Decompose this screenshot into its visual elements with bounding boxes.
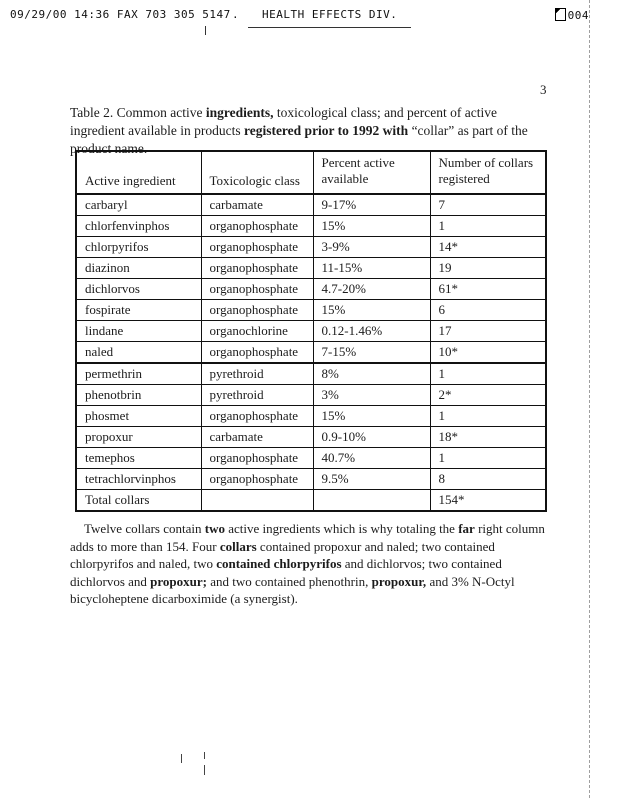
- text-segment: contained propoxur and naled; two contained chlorpyrifos and naled, two: [70, 538, 495, 572]
- table-cell: 6: [430, 300, 546, 321]
- fax-page-stamp-number: 004: [567, 9, 589, 22]
- text-segment: toxicological class; and percent of active ingredient available in products: [70, 105, 497, 139]
- text-segment: registered prior to 1992 with: [243, 123, 409, 139]
- table-cell: 1: [430, 363, 546, 385]
- table-cell: 7: [430, 194, 546, 216]
- table-cell: phenotbrin: [76, 385, 201, 406]
- text-segment: collars: [219, 538, 257, 554]
- table-cell: organophosphate: [201, 279, 313, 300]
- text-segment: Table 2. Common active: [70, 105, 206, 120]
- column-header: Toxicologic class: [201, 151, 313, 194]
- text-segment: propoxur,: [371, 573, 427, 589]
- text-segment: contained chlorpyrifos: [216, 556, 342, 572]
- table-row: [76, 194, 546, 216]
- table-cell: 1: [430, 216, 546, 237]
- page-number: 3: [540, 82, 547, 97]
- table-cell: organophosphate: [201, 300, 313, 321]
- fax-page-stamp: [555, 8, 589, 22]
- table-cell: 8%: [313, 363, 430, 385]
- table-cell: 14*: [430, 237, 546, 258]
- table-row: [76, 279, 546, 300]
- table-cell: pyrethroid: [201, 363, 313, 385]
- footnote: [70, 520, 554, 608]
- table-cell: carbaryl: [76, 194, 201, 216]
- text-segment: active ingredients which is why totaling the: [224, 521, 459, 536]
- table-cell: organophosphate: [201, 237, 313, 258]
- table-cell: dichlorvos: [76, 279, 201, 300]
- table-cell: organochlorine: [201, 321, 313, 342]
- table-cell: 9.5%: [313, 469, 430, 490]
- table-cell: 2*: [430, 385, 546, 406]
- text-segment: and 3% N-Octyl bicycloheptene dicarboximide (a synergist).: [70, 573, 515, 607]
- table-cell: 0.9-10%: [313, 427, 430, 448]
- table-cell: 10*: [430, 342, 546, 364]
- table-row: [76, 490, 546, 512]
- text-segment: ingredients,: [205, 105, 274, 120]
- table-cell: propoxur: [76, 427, 201, 448]
- scan-artifact-mark: [181, 754, 182, 763]
- scan-artifact-line: [589, 0, 590, 798]
- table-row: [76, 469, 546, 490]
- table-cell: 0.12-1.46%: [313, 321, 430, 342]
- table-cell: fospirate: [76, 300, 201, 321]
- fax-timestamp: 09/29/00 14:36 FAX 703 305 5147: [10, 8, 231, 21]
- text-segment: and two contained phenothrin,: [206, 573, 372, 589]
- table-cell: 7-15%: [313, 342, 430, 364]
- table-cell: pyrethroid: [201, 385, 313, 406]
- scan-artifact-mark: [204, 752, 205, 759]
- table-cell: 15%: [313, 406, 430, 427]
- table-cell: permethrin: [76, 363, 201, 385]
- table-cell: 15%: [313, 216, 430, 237]
- text-segment: Twelve collars contain: [84, 521, 205, 536]
- table-row: [76, 237, 546, 258]
- table-cell: 40.7%: [313, 448, 430, 469]
- table-cell: 18*: [430, 427, 546, 448]
- table-cell: diazinon: [76, 258, 201, 279]
- table-cell: carbamate: [201, 427, 313, 448]
- table-cell: 17: [430, 321, 546, 342]
- table-cell: 11-15%: [313, 258, 430, 279]
- text-segment: “collar” as part of the product name.: [70, 123, 528, 157]
- table-cell: 4.7-20%: [313, 279, 430, 300]
- table-cell: organophosphate: [201, 258, 313, 279]
- table-cell: naled: [76, 342, 201, 364]
- table-cell: [313, 490, 430, 512]
- table-cell: organophosphate: [201, 216, 313, 237]
- table-cell: 15%: [313, 300, 430, 321]
- table-cell: chlorpyrifos: [76, 237, 201, 258]
- table-cell: 154*: [430, 490, 546, 512]
- scan-artifact-tick: [205, 26, 206, 35]
- table-row: [76, 300, 546, 321]
- table-cell: organophosphate: [201, 406, 313, 427]
- column-header: Active ingredient: [76, 151, 201, 194]
- text-segment: and dichlorvos; two contained dichlorvos and: [70, 556, 502, 589]
- fax-dot-mark: .: [232, 8, 240, 21]
- column-header: Number of collars registered: [430, 151, 546, 194]
- table-cell: organophosphate: [201, 469, 313, 490]
- table-cell: phosmet: [76, 406, 201, 427]
- table-cell: lindane: [76, 321, 201, 342]
- table-cell: carbamate: [201, 194, 313, 216]
- table-cell: 3%: [313, 385, 430, 406]
- table-cell: [201, 490, 313, 512]
- table-row: [76, 406, 546, 427]
- table-row: [76, 363, 546, 385]
- table-row: [76, 321, 546, 342]
- fax-recipient: HEALTH EFFECTS DIV.: [248, 8, 411, 28]
- text-segment: right column adds to more than 154. Four: [70, 521, 545, 554]
- table-cell: tetrachlorvinphos: [76, 469, 201, 490]
- table-header-row: [76, 151, 546, 194]
- table-cell: temephos: [76, 448, 201, 469]
- text-segment: far: [458, 521, 475, 536]
- text-segment: propoxur;: [150, 573, 207, 589]
- column-header: Percent active available: [313, 151, 430, 194]
- table-cell: 8: [430, 469, 546, 490]
- table-cell: organophosphate: [201, 448, 313, 469]
- table-row: [76, 448, 546, 469]
- table-row: [76, 342, 546, 364]
- table-row: [76, 258, 546, 279]
- table-row: [76, 427, 546, 448]
- table-cell: Total collars: [76, 490, 201, 512]
- fax-counter-icon: [555, 8, 566, 21]
- table-cell: 61*: [430, 279, 546, 300]
- table-cell: chlorfenvinphos: [76, 216, 201, 237]
- table-cell: organophosphate: [201, 342, 313, 364]
- active-ingredient-table: [75, 150, 547, 512]
- scan-artifact-mark: [204, 765, 205, 775]
- table-cell: 1: [430, 448, 546, 469]
- table-cell: 19: [430, 258, 546, 279]
- table-cell: 3-9%: [313, 237, 430, 258]
- table-cell: 1: [430, 406, 546, 427]
- table-row: [76, 385, 546, 406]
- text-segment: two: [204, 521, 225, 536]
- table-cell: 9-17%: [313, 194, 430, 216]
- table-row: [76, 216, 546, 237]
